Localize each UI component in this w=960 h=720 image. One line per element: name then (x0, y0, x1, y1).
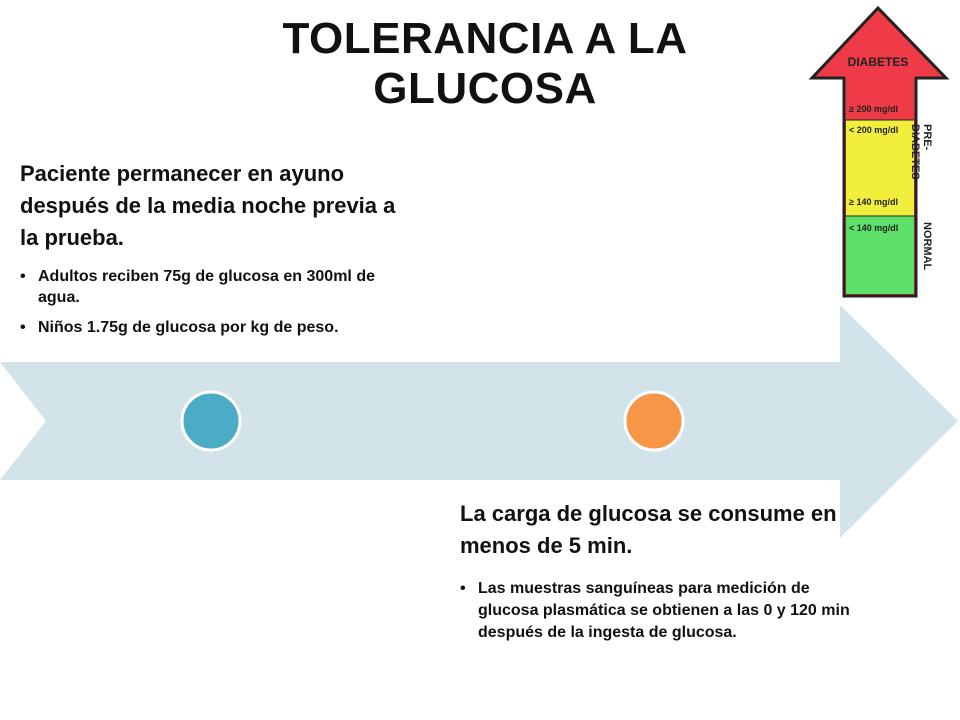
gauge-side-prediabetes-line1: PRE- (921, 124, 933, 151)
gauge-top-label: DIABETES (847, 55, 909, 69)
gauge-level-4: < 140 mg/dl (849, 223, 899, 233)
timeline-node-1 (182, 392, 240, 450)
gauge-side-normal: NORMAL (921, 222, 933, 271)
gauge-level-1: ≥ 200 mg/dl (849, 104, 898, 114)
step-2-bullet-1: Las muestras sanguíneas para medición de glucosa plasmática se obtienen a las 0 y 120 min después de la ingesta de glucosa. (478, 580, 850, 641)
bullet-dot: • (20, 268, 26, 285)
step-1-bullet-1: Adultos reciben 75g de glucosa en 300ml de agua. (38, 268, 375, 306)
timeline-node-2 (625, 392, 683, 450)
step-1-block (20, 158, 410, 347)
list-item (20, 317, 410, 338)
list-item (460, 578, 860, 644)
step-1-heading: Paciente permanecer en ayuno después de la media noche previa a la prueba. (20, 161, 396, 250)
page-title: TOLERANCIA A LA GLUCOSA (282, 14, 688, 113)
step-2-block (460, 498, 860, 653)
bullet-dot: • (460, 580, 466, 597)
glucose-gauge (806, 4, 956, 300)
list-item (20, 266, 410, 308)
gauge-side-prediabetes (909, 124, 933, 180)
gauge-side-prediabetes-line2: DIABETES (909, 124, 921, 180)
step-2-heading: La carga de glucosa se consume en menos de 5 min. (460, 501, 837, 558)
bullet-dot: • (20, 319, 26, 336)
step-1-bullets (20, 266, 410, 338)
step-2-bullets (460, 578, 860, 644)
gauge-level-3: ≥ 140 mg/dl (849, 197, 898, 207)
step-1-bullet-2: Niños 1.75g de glucosa por kg de peso. (38, 319, 339, 336)
gauge-level-2: < 200 mg/dl (849, 125, 899, 135)
